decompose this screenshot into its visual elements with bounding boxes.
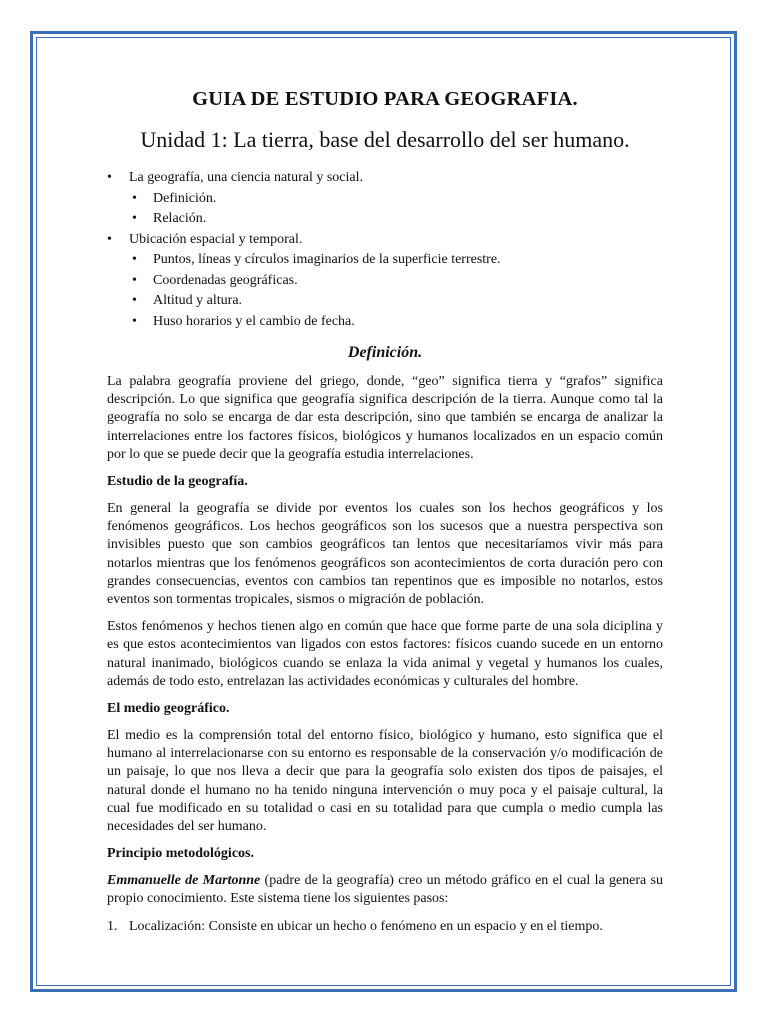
outline-item-label: La geografía, una ciencia natural y social. [129, 170, 363, 185]
author-name: Emmanuelle de Martonne [107, 873, 261, 889]
steps-list [107, 918, 663, 936]
document-subtitle: Unidad 1: La tierra, base del desarrollo del ser humano. [140, 127, 630, 152]
outline-item [107, 168, 663, 230]
outline-subitem: • Relación. [129, 209, 663, 230]
outline-sublist [129, 189, 663, 230]
outline-subitem: • Definición. [129, 189, 663, 210]
outline-subitem: • Huso horarios y el cambio de fecha. [129, 312, 663, 333]
section-title: Definición. [347, 344, 423, 361]
step-number: 1. [107, 918, 118, 934]
outline-item-label: Ubicación espacial y temporal. [129, 231, 303, 247]
outline-item [107, 230, 663, 333]
document-title: GUIA DE ESTUDIO PARA GEOGRAFIA. [192, 88, 578, 110]
paragraph-principio-text: (padre de la geografía) creo un método gráfico en el cual la genera su propio conocimiento. Este sistema tiene los siguientes pasos: [107, 873, 663, 907]
heading-estudio: Estudio de la geografía. [107, 474, 248, 490]
heading-medio: El medio geográfico. [107, 701, 230, 717]
step-item [107, 918, 663, 936]
step-text: Localización: Consiste en ubicar un hecho o fenómeno en un espacio y en el tiempo. [129, 918, 603, 934]
outline-subitem: • Puntos, líneas y círculos imaginarios de la superficie terrestre. [129, 250, 663, 271]
paragraph-estudio-2: Estos fenómenos y hechos tienen algo en común que hace que forme parte de una sola diciplina y es que estos acontecimientos van ligados con estos factores: físicos cuando sucede en un entorno natural inanimado, biológicos cuando se enlaza la vida animal y vegetal y humanos los cuales, además de todo esto, entrelazan las actividades económicas y culturales del hombre. [107, 619, 663, 689]
paragraph-estudio-1: En general la geografía se divide por eventos los cuales son los hechos geográficos y los fenómenos geográficos. Los hechos geográficos son los sucesos que a nuestra perspectiva son invisibles puesto que son cambios geográficos tan lentos que necesitaríamos vivir más para notarlos mientras que los fenómenos geográficos son acontecimientos de corta duración pero con grandes consecuencias, eventos con cambios tan repentinos que es imposible no notarlos, estos eventos son tormentas tropicales, sismos o migración de población. [107, 501, 663, 608]
paragraph-definicion: La palabra geografía proviene del griego, donde, “geo” significa tierra y “grafos” significa descripción. Lo que significa que geografía significa descripción de la tierra. Aunque como tal la geografía no solo se encarga de dar esta descripción, sino que también se encarga de analizar la interrelaciones entre los factores físicos, biológicos y humanos localizados en un espacio común por lo que se puede decir que la geografía estudia interrelaciones. [107, 374, 663, 462]
outline-subitem: • Coordenadas geográficas. [129, 271, 663, 292]
outline-subitem: • Altitud y altura. [129, 291, 663, 312]
outline-sublist [129, 250, 663, 332]
topic-outline [107, 168, 663, 332]
paragraph-principio [107, 872, 663, 908]
heading-principio: Principio metodológicos. [107, 846, 254, 862]
paragraph-medio: El medio es la comprensión total del entorno físico, biológico y humano, esto significa que el humano al interrelacionarse con su entorno es responsable de la conservación y/o modificación de un paisaje, lo que nos lleva a decir que para la geografía solo existen dos tipos de paisajes, el natural donde el humano no ha tenido ninguna intervención o muy poca y el paisaje cultural, la cual fue modificado en su totalidad o casi en su totalidad para que cumpla o medio cumpla las necesidades del ser humano. [107, 728, 663, 835]
document-body [107, 88, 663, 936]
